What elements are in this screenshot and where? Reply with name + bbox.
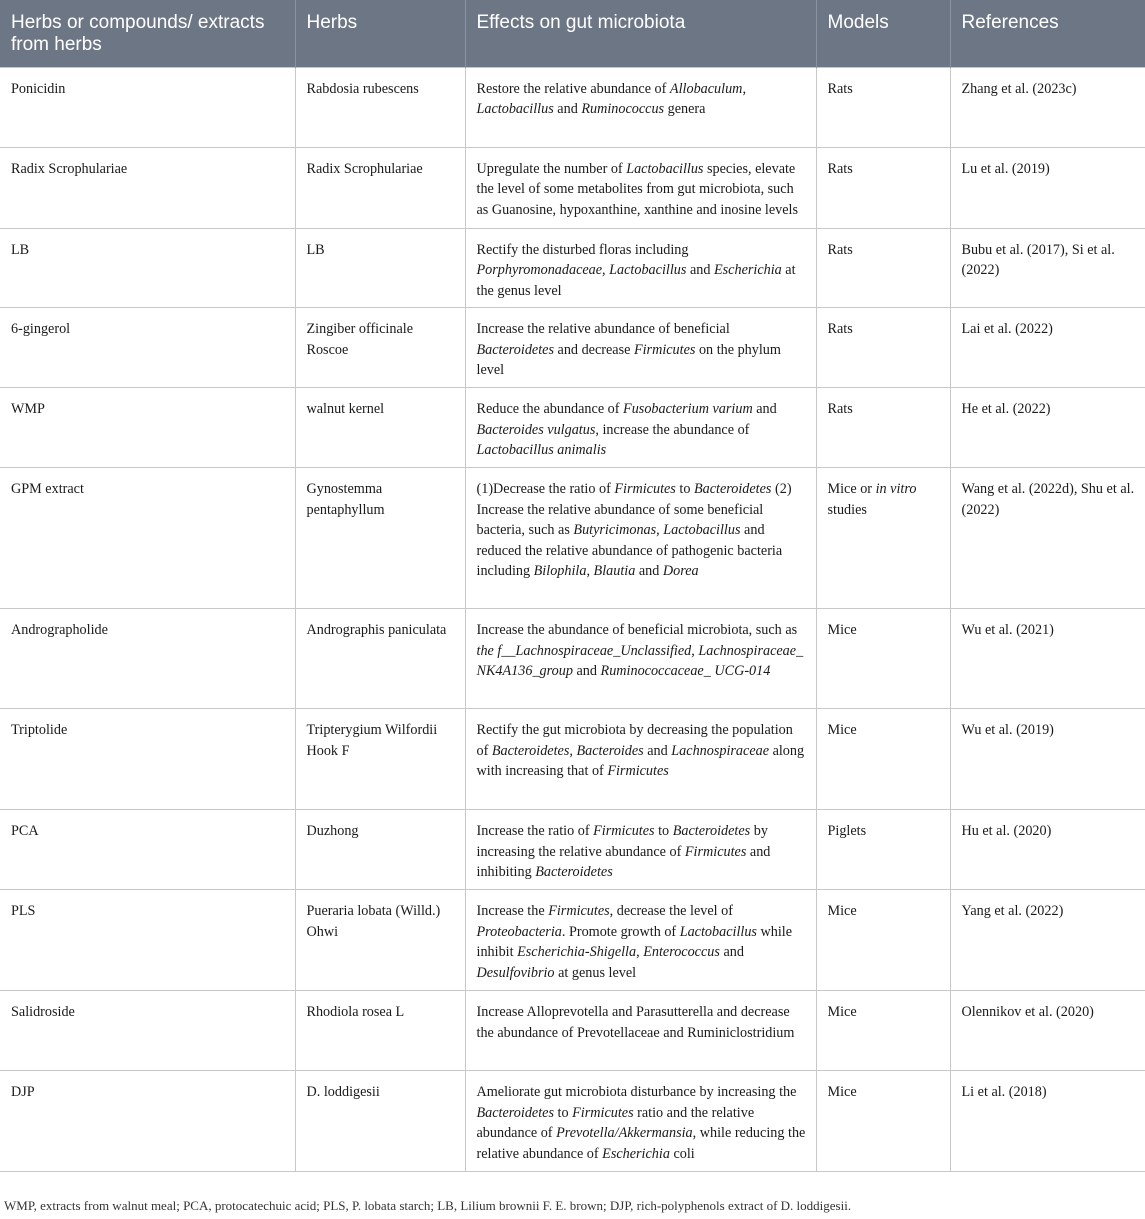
text-segment: at the genus level (476, 262, 796, 299)
cell-compound: Salidroside (0, 991, 295, 1071)
taxon-name: Enterococcus (643, 944, 720, 960)
text-segment: at genus level (554, 964, 637, 981)
text-segment: Ameliorate gut microbiota disturbance by increasing the (476, 1084, 797, 1100)
cell-reference: Bubu et al. (2017), Si et al. (2022) (950, 228, 1145, 308)
text-segment: Increase the abundance of beneficial microbiota, such as (476, 622, 798, 638)
text-segment: Restore the relative abundance of (476, 80, 670, 97)
text-segment: Mice (827, 1004, 857, 1020)
cell-herb: Duzhong (295, 810, 465, 890)
cell-compound: Ponicidin (0, 67, 295, 147)
cell-compound: Triptolide (0, 709, 295, 810)
taxon-name: Lachnospiraceae (671, 742, 770, 759)
text-segment: on the phylum level (476, 341, 781, 378)
header-references: References (950, 0, 1145, 67)
cell-herb: D. loddigesii (295, 1071, 465, 1172)
cell-compound: Radix Scrophulariae (0, 147, 295, 228)
taxon-name: Firmicutes (593, 823, 655, 839)
text-segment: and (719, 944, 744, 960)
cell-reference: Lu et al. (2019) (950, 147, 1145, 228)
text-segment: and (752, 401, 777, 417)
taxon-name: Firmicutes (633, 341, 696, 358)
taxon-name: Bacteroidetes (476, 1104, 554, 1121)
cell-herb: walnut kernel (295, 388, 465, 468)
text-segment: and (635, 563, 663, 579)
text-segment: Upregulate the number of (476, 160, 627, 177)
text-segment: , increase the abundance of (595, 421, 750, 438)
text-segment: Rats (827, 401, 853, 417)
text-segment: Rats (827, 80, 853, 97)
taxon-name: Butyricimonas (573, 522, 657, 538)
taxon-name: Bacteroidetes (693, 481, 772, 497)
table-row (0, 67, 1145, 147)
table-row (0, 1071, 1145, 1172)
header-row (0, 0, 1145, 67)
header-herbs: Herbs (295, 0, 465, 67)
cell-reference: Wu et al. (2019) (950, 709, 1145, 810)
cell-effects (465, 147, 816, 228)
cell-effects (465, 1071, 816, 1172)
cell-effects (465, 890, 816, 991)
cell-compound: DJP (0, 1071, 295, 1172)
taxon-name: Firmicutes (614, 481, 676, 497)
cell-effects (465, 810, 816, 890)
text-segment: coli (669, 1145, 695, 1162)
cell-herb: Andrographis paniculata (295, 609, 465, 709)
text-segment: to (675, 481, 694, 497)
text-segment: while inhibit (476, 923, 793, 960)
text-segment: studies (827, 501, 867, 518)
cell-effects (465, 228, 816, 308)
table-row (0, 468, 1145, 609)
cell-herb: Gynostemma pentaphyllum (295, 468, 465, 609)
taxon-name: Firmicutes (548, 903, 610, 919)
taxon-name: Escherichia (602, 1145, 670, 1162)
text-segment: (2) Increase the relative abundance of some beneficial bacteria, such as (476, 481, 792, 538)
text-segment: Mice (827, 903, 857, 919)
text-segment: Mice or (827, 481, 876, 497)
text-segment: Increase the relative abundance of beneficial (476, 321, 730, 337)
text-segment: . Promote growth of (561, 923, 680, 940)
cell-model (816, 890, 950, 991)
taxon-name: Lactobacillus (626, 160, 704, 177)
text-segment: to (553, 1104, 573, 1121)
text-segment: species, elevate the level of some metabolites from gut microbiota, such as Guanosine, hypoxanthine, xanthine and inosine levels (476, 160, 799, 218)
taxon-name: Escherichia (713, 262, 782, 278)
cell-herb: Rhodiola rosea L (295, 991, 465, 1071)
taxon-name: in vitro (875, 481, 917, 497)
cell-compound: Andrographolide (0, 609, 295, 709)
cell-model (816, 67, 950, 147)
cell-reference: Wu et al. (2021) (950, 609, 1145, 709)
text-segment: and (553, 101, 582, 117)
text-segment: and (686, 262, 714, 278)
cell-model (816, 709, 950, 810)
cell-herb: Tripterygium Wilfordii Hook F (295, 709, 465, 810)
text-segment: ratio and the relative abundance of (476, 1104, 755, 1141)
text-segment: Increase the ratio of (476, 823, 594, 839)
text-segment: and reduced the relative abundance of pathogenic bacteria including (476, 522, 783, 579)
text-segment: and (572, 663, 601, 679)
cell-effects (465, 709, 816, 810)
cell-model (816, 468, 950, 609)
cell-model (816, 609, 950, 709)
text-segment: to (654, 823, 673, 839)
taxon-name: Bilophila (533, 563, 587, 579)
table-row (0, 991, 1145, 1071)
taxon-name: the f__Lachnospiraceae_Unclassified, Lachnospiraceae_ NK4A136_group (476, 642, 804, 679)
taxon-name: Blautia (593, 563, 636, 579)
taxon-name: Bacteroidetes, Bacteroides (491, 742, 644, 759)
cell-reference: Hu et al. (2020) (950, 810, 1145, 890)
taxon-name: Proteobacteria (476, 923, 562, 940)
text-segment: , (656, 522, 664, 538)
taxon-name: Firmicutes (684, 843, 747, 860)
table-row (0, 308, 1145, 388)
cell-reference: Olennikov et al. (2020) (950, 991, 1145, 1071)
taxon-name: Lactobacillus (679, 923, 757, 940)
cell-reference: Wang et al. (2022d), Shu et al. (2022) (950, 468, 1145, 609)
text-segment: and (643, 742, 672, 759)
taxon-name: Porphyromonadaceae, Lactobacillus (476, 262, 687, 278)
table-row (0, 228, 1145, 308)
table-footnote: WMP, extracts from walnut meal; PCA, protocatechuic acid; PLS, P. lobata starch; LB, Lilium brownii F. E. brown; DJP, rich-polyphenols extract of D. loddigesii. (4, 1198, 852, 1213)
table-row (0, 147, 1145, 228)
text-segment: Mice (827, 722, 857, 738)
text-segment: genera (664, 101, 706, 117)
text-segment: by increasing the relative abundance of (476, 823, 768, 860)
table-row (0, 810, 1145, 890)
taxon-name: Firmicutes (572, 1104, 634, 1121)
table-row (0, 609, 1145, 709)
taxon-name: Lactobacillus (476, 101, 554, 117)
cell-effects (465, 388, 816, 468)
table-body (0, 67, 1145, 1172)
text-segment: , while reducing the relative abundance of (476, 1125, 806, 1162)
taxon-name: Dorea (662, 563, 699, 579)
cell-model (816, 147, 950, 228)
taxon-name: Prevotella/Akkermansia (556, 1125, 693, 1141)
text-segment: , decrease the level of (609, 903, 733, 919)
taxon-name: Ruminococcaceae_ UCG-014 (600, 663, 771, 679)
taxon-name: Bacteroides vulgatus (476, 421, 596, 438)
cell-effects (465, 991, 816, 1071)
header-effects: Effects on gut microbiota (465, 0, 816, 67)
cell-model (816, 991, 950, 1071)
header-models: Models (816, 0, 950, 67)
cell-herb: Pueraria lobata (Willd.) Ohwi (295, 890, 465, 991)
text-segment: , (586, 563, 594, 579)
cell-compound: PLS (0, 890, 295, 991)
text-segment: , (636, 944, 644, 960)
cell-compound: GPM extract (0, 468, 295, 609)
cell-herb: Rabdosia rubescens (295, 67, 465, 147)
cell-effects (465, 468, 816, 609)
text-segment: and decrease (553, 341, 634, 358)
cell-reference: Lai et al. (2022) (950, 308, 1145, 388)
taxon-name: Escherichia-Shigella (517, 944, 637, 960)
text-segment: Rats (827, 241, 853, 258)
cell-effects (465, 609, 816, 709)
cell-model (816, 308, 950, 388)
taxon-name: Bacteroidetes (672, 823, 751, 839)
text-segment: Reduce the abundance of (476, 401, 624, 417)
cell-herb: Zingiber officinale Roscoe (295, 308, 465, 388)
cell-reference: Li et al. (2018) (950, 1071, 1145, 1172)
text-segment: Mice (827, 1084, 857, 1100)
cell-model (816, 810, 950, 890)
table-row (0, 388, 1145, 468)
cell-compound: PCA (0, 810, 295, 890)
text-segment: and inhibiting (476, 843, 771, 880)
cell-herb: LB (295, 228, 465, 308)
cell-reference: He et al. (2022) (950, 388, 1145, 468)
text-segment: along with increasing that of (476, 742, 805, 779)
text-segment: Rectify the gut microbiota by decreasing the population of (476, 722, 793, 759)
cell-herb: Radix Scrophulariae (295, 147, 465, 228)
cell-effects (465, 67, 816, 147)
taxon-name: Desulfovibrio (476, 964, 555, 981)
table-header (0, 0, 1145, 67)
cell-effects (465, 308, 816, 388)
text-segment: Rectify the disturbed floras including (476, 241, 689, 258)
taxon-name: Allobaculum (669, 80, 743, 97)
text-segment: Rats (827, 321, 853, 337)
taxon-name: Lactobacillus (663, 522, 741, 538)
taxon-name: Fusobacterium varium (623, 401, 753, 417)
taxon-name: Bacteroidetes (476, 341, 554, 358)
text-segment: Piglets (827, 823, 867, 839)
cell-model (816, 388, 950, 468)
cell-reference: Yang et al. (2022) (950, 890, 1145, 991)
cell-compound: LB (0, 228, 295, 308)
cell-model (816, 228, 950, 308)
cell-compound: WMP (0, 388, 295, 468)
taxon-name: Lactobacillus animalis (476, 442, 607, 458)
text-segment: Increase the (476, 903, 549, 919)
cell-model (816, 1071, 950, 1172)
table-row (0, 890, 1145, 991)
cell-compound: 6-gingerol (0, 308, 295, 388)
text-segment: , (742, 80, 746, 97)
taxon-name: Bacteroidetes (535, 864, 613, 880)
taxon-name: Firmicutes (607, 763, 669, 779)
text-segment: Mice (827, 622, 857, 638)
text-segment: (1)Decrease the ratio of (476, 481, 615, 497)
table-row (0, 709, 1145, 810)
text-segment: Increase Alloprevotella and Parasutterella and decrease the abundance of Prevotellaceae and Ruminiclostridium (476, 1004, 795, 1041)
cell-reference: Zhang et al. (2023c) (950, 67, 1145, 147)
header-compound: Herbs or compounds/ extracts from herbs (11, 12, 265, 55)
text-segment: Rats (827, 160, 853, 177)
taxon-name: Ruminococcus (581, 101, 665, 117)
